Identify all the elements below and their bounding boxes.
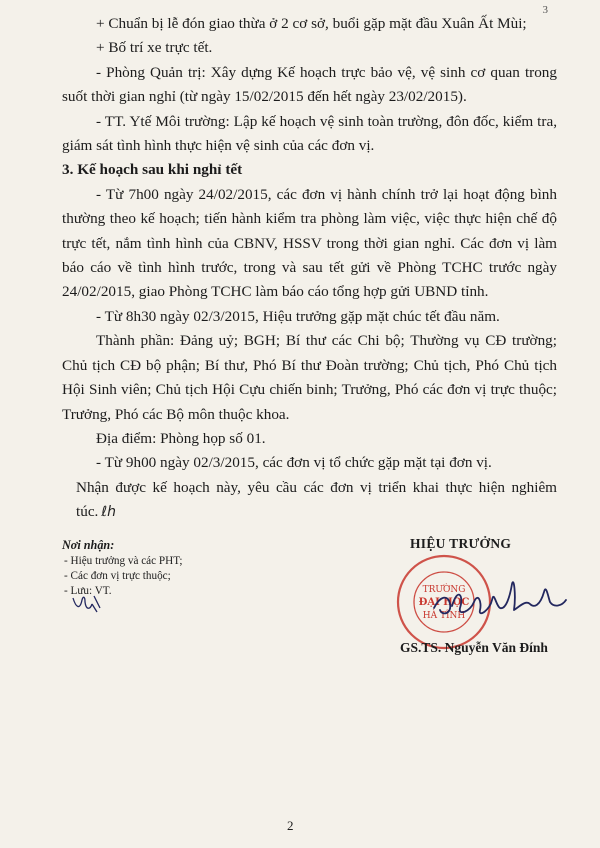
- document-body: [62, 12, 557, 525]
- paragraph-tu-7h00: - Từ 7h00 ngày 24/02/2015, các đơn vị hành chính trở lại hoạt động bình thường theo kế hoạch; tiến hành kiểm tra phòng làm việc, việc thực hiện chế độ trực tết, nắm tình hình của CBNV, HSSV trong thời gian nghỉ. Các đơn vị làm báo cáo về tình hình trước, trong và sau tết gửi về Phòng TCHC trước ngày 24/02/2015, giao Phòng TCHC làm báo cáo tổng hợp gửi UBND tỉnh.: [62, 185, 557, 301]
- stamp-text-mid: ĐẠI HỌC: [418, 597, 470, 608]
- signature-block: [390, 536, 570, 656]
- stamp-text-top: TRƯỜNG: [422, 585, 466, 595]
- signature-title: HIỆU TRƯỞNG: [410, 536, 512, 551]
- paragraph-tt-y-te: - TT. Ytế Môi trường: Lập kế hoạch vệ sinh toàn trường, đôn đốc, kiểm tra, giám sát tình hình thực hiện vệ sinh của các đơn vị.: [62, 112, 557, 155]
- closing-sentence: Nhận được kế hoạch này, yêu cầu các đơn vị triển khai thực hiện nghiêm túc.: [76, 478, 557, 521]
- recipient-item: - Lưu: VT.: [64, 585, 112, 597]
- paragraph-nhan-duoc: [62, 476, 557, 525]
- page-mark-top: 3: [542, 4, 548, 16]
- paragraph-thanh-phan: Thành phần: Đảng uỷ; BGH; Bí thư các Chi bộ; Thường vụ CĐ trường; Chủ tịch CĐ bộ phận; Bí thư, Phó Bí thư Đoàn trường; Chủ tịch, Phó Chủ tịch Hội Sinh viên; Chủ tịch Hội Cựu chiến binh; Trưởng, Phó các đơn vị trực thuộc; Trưởng, Phó các Bộ môn thuộc khoa.: [62, 332, 557, 423]
- page-number: 2: [287, 818, 294, 833]
- initial-mark-icon: ℓh: [101, 504, 117, 521]
- section-3-heading: 3. Kế hoạch sau khi nghỉ tết: [62, 161, 243, 179]
- recipient-item: - Các đơn vị trực thuộc;: [64, 570, 171, 582]
- handwritten-signature-icon: [430, 566, 570, 626]
- paragraph-tu-8h30: - Từ 8h30 ngày 02/3/2015, Hiệu trưởng gặp mặt chúc tết đầu năm.: [96, 307, 500, 325]
- recipient-item: - Hiệu trưởng và các PHT;: [64, 555, 183, 567]
- paragraph-phong-quan-tri: - Phòng Quản trị: Xây dựng Kế hoạch trực bảo vệ, vệ sinh cơ quan trong suốt thời gian nghỉ (từ ngày 15/02/2015 đến hết ngày 23/02/2015).: [62, 63, 557, 106]
- bullet-prepare-new-year: + Chuẩn bị lễ đón giao thừa ở 2 cơ sở, buổi gặp mặt đầu Xuân Ất Mùi;: [96, 15, 527, 32]
- paragraph-tu-9h00: - Từ 9h00 ngày 02/3/2015, các đơn vị tổ chức gặp mặt tại đơn vị.: [96, 454, 492, 472]
- signer-name: GS.TS. Nguyễn Văn Đính: [400, 640, 548, 655]
- recipients-block: [62, 538, 282, 599]
- recipients-title: Nơi nhận:: [62, 538, 115, 552]
- handwritten-initial-icon: [70, 592, 104, 619]
- stamp-text-bottom: HÀ TĨNH: [422, 611, 466, 621]
- paragraph-dia-diem: Địa điểm: Phòng họp số 01.: [96, 429, 266, 447]
- bullet-arrange-vehicles: + Bố trí xe trực tết.: [96, 39, 213, 57]
